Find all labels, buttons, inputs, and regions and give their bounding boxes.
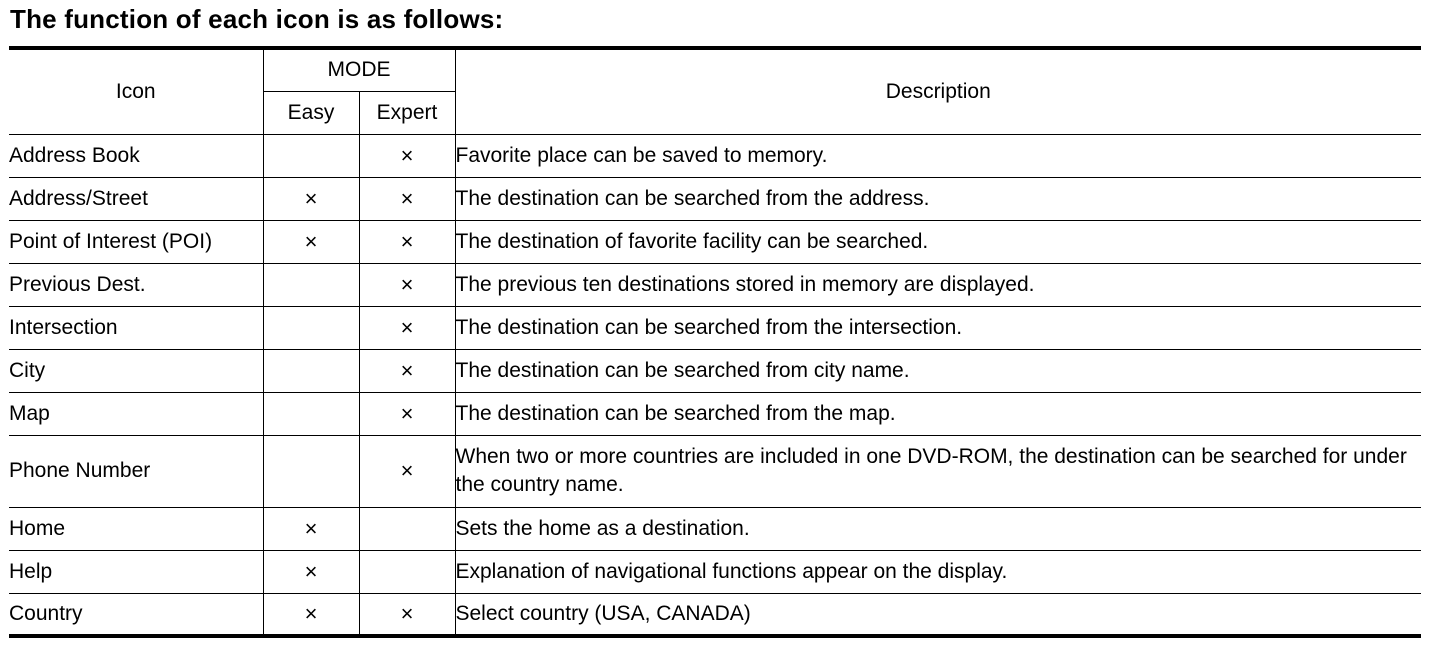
easy-mark: × <box>263 593 359 636</box>
expert-mark: × <box>359 263 455 306</box>
icon-name: Previous Dest. <box>9 263 263 306</box>
expert-mark: × <box>359 593 455 636</box>
expert-mark: × <box>359 392 455 435</box>
description-cell: The previous ten destinations stored in memory are displayed. <box>455 263 1421 306</box>
description-cell: When two or more countries are included in one DVD-ROM, the destination can be searched for under the country name. <box>455 435 1421 507</box>
easy-mark <box>263 349 359 392</box>
easy-mark <box>263 134 359 177</box>
table-row <box>9 507 1421 550</box>
icon-name: Home <box>9 507 263 550</box>
icon-name: Phone Number <box>9 435 263 507</box>
expert-mark <box>359 507 455 550</box>
icon-name: Help <box>9 550 263 593</box>
description-cell: The destination of favorite facility can be searched. <box>455 220 1421 263</box>
table-row <box>9 392 1421 435</box>
icon-name: Address/Street <box>9 177 263 220</box>
description-cell: The destination can be searched from the map. <box>455 392 1421 435</box>
header-easy: Easy <box>263 91 359 134</box>
icon-name: City <box>9 349 263 392</box>
header-mode: MODE <box>263 48 455 91</box>
icon-name: Map <box>9 392 263 435</box>
expert-mark <box>359 550 455 593</box>
table-row <box>9 134 1421 177</box>
easy-mark: × <box>263 177 359 220</box>
page-heading: The function of each icon is as follows: <box>10 4 504 34</box>
table-row <box>9 435 1421 507</box>
table-row <box>9 349 1421 392</box>
easy-mark <box>263 306 359 349</box>
icon-name: Intersection <box>9 306 263 349</box>
table-row <box>9 593 1421 636</box>
icon-name: Point of Interest (POI) <box>9 220 263 263</box>
easy-mark: × <box>263 220 359 263</box>
icon-function-table <box>9 46 1421 638</box>
table-row <box>9 220 1421 263</box>
icon-name: Country <box>9 593 263 636</box>
table-row <box>9 177 1421 220</box>
expert-mark: × <box>359 134 455 177</box>
header-description: Description <box>455 48 1421 134</box>
header-icon: Icon <box>9 48 263 134</box>
expert-mark: × <box>359 306 455 349</box>
description-cell: Favorite place can be saved to memory. <box>455 134 1421 177</box>
description-cell: The destination can be searched from city name. <box>455 349 1421 392</box>
table-row <box>9 306 1421 349</box>
expert-mark: × <box>359 177 455 220</box>
expert-mark: × <box>359 349 455 392</box>
easy-mark <box>263 263 359 306</box>
description-cell: Sets the home as a destination. <box>455 507 1421 550</box>
easy-mark: × <box>263 550 359 593</box>
table-row <box>9 550 1421 593</box>
description-cell: The destination can be searched from the address. <box>455 177 1421 220</box>
easy-mark <box>263 392 359 435</box>
description-cell: The destination can be searched from the intersection. <box>455 306 1421 349</box>
description-cell: Select country (USA, CANADA) <box>455 593 1421 636</box>
description-cell: Explanation of navigational functions appear on the display. <box>455 550 1421 593</box>
easy-mark: × <box>263 507 359 550</box>
easy-mark <box>263 435 359 507</box>
expert-mark: × <box>359 435 455 507</box>
header-expert: Expert <box>359 91 455 134</box>
table-row <box>9 263 1421 306</box>
icon-name: Address Book <box>9 134 263 177</box>
expert-mark: × <box>359 220 455 263</box>
